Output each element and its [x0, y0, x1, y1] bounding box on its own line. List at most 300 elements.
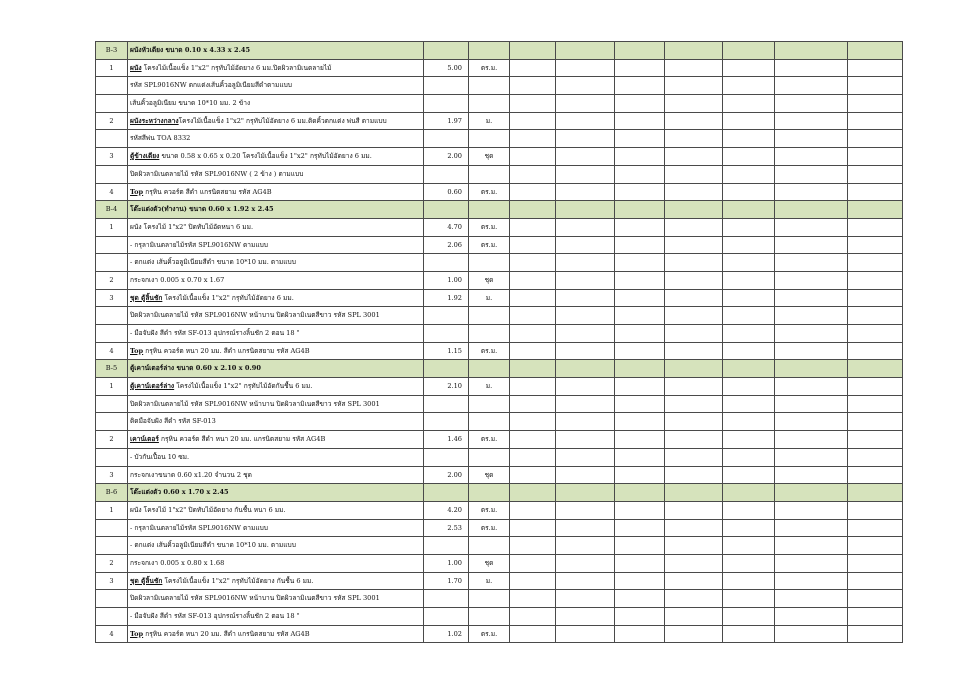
- item-quantity: 2.06: [424, 236, 469, 254]
- item-quantity: 1.70: [424, 572, 469, 590]
- empty-cell: [615, 112, 665, 130]
- empty-cell: [510, 590, 556, 608]
- empty-cell: [665, 271, 723, 289]
- empty-cell: [665, 608, 723, 626]
- item-quantity: 5.00: [424, 59, 469, 77]
- item-description: [128, 431, 424, 449]
- item-description-text: โครงไม้เนื้อแข็ง 1"x2" กรุทับไม้อัดกันชื้น 6 มม.: [174, 382, 313, 391]
- empty-cell: [775, 484, 848, 502]
- empty-cell: [848, 271, 903, 289]
- empty-cell: [556, 218, 615, 236]
- empty-cell: [775, 431, 848, 449]
- empty-cell: [615, 165, 665, 183]
- empty-cell: [510, 537, 556, 555]
- empty-cell: [556, 271, 615, 289]
- item-description: [128, 554, 424, 572]
- table-row: [96, 218, 903, 236]
- empty-cell: [510, 254, 556, 272]
- empty-cell: [665, 201, 723, 219]
- empty-cell: [723, 289, 775, 307]
- empty-cell: [424, 484, 469, 502]
- empty-cell: [848, 201, 903, 219]
- empty-cell: [510, 448, 556, 466]
- item-quantity: 1.97: [424, 112, 469, 130]
- item-number: [96, 413, 128, 431]
- item-description-text: กระจกเงาขนาด 0.60 x1.20 จำนวน 2 ชุด: [130, 470, 252, 479]
- empty-cell: [848, 431, 903, 449]
- empty-cell: [848, 590, 903, 608]
- item-unit: ตร.ม.: [469, 431, 510, 449]
- item-number: 2: [96, 271, 128, 289]
- empty-cell: [556, 572, 615, 590]
- item-description: [128, 183, 424, 201]
- empty-cell: [665, 130, 723, 148]
- empty-cell: [775, 42, 848, 60]
- empty-cell: [723, 148, 775, 166]
- table-row: [96, 554, 903, 572]
- empty-cell: [510, 201, 556, 219]
- item-unit: [469, 254, 510, 272]
- empty-cell: [556, 625, 615, 643]
- empty-cell: [556, 325, 615, 343]
- empty-cell: [723, 448, 775, 466]
- empty-cell: [615, 519, 665, 537]
- empty-cell: [615, 77, 665, 95]
- empty-cell: [556, 95, 615, 113]
- empty-cell: [665, 183, 723, 201]
- empty-cell: [848, 95, 903, 113]
- empty-cell: [556, 183, 615, 201]
- item-number: 4: [96, 183, 128, 201]
- empty-cell: [848, 236, 903, 254]
- item-keyword: ชุด ตู้ลิ้นชัก: [130, 293, 163, 302]
- empty-cell: [723, 395, 775, 413]
- empty-cell: [556, 519, 615, 537]
- item-number: [96, 519, 128, 537]
- empty-cell: [665, 625, 723, 643]
- empty-cell: [775, 77, 848, 95]
- empty-cell: [556, 501, 615, 519]
- item-description-text: ผนัง โครงไม้ 1"x2" ปิดทับไม้อัดหนา 6 มม.: [130, 222, 254, 231]
- item-keyword: Top: [130, 629, 144, 638]
- item-number: 2: [96, 431, 128, 449]
- empty-cell: [556, 360, 615, 378]
- item-unit: ชุด: [469, 271, 510, 289]
- empty-cell: [723, 608, 775, 626]
- item-description: [128, 165, 424, 183]
- empty-cell: [775, 608, 848, 626]
- item-description: [128, 325, 424, 343]
- empty-cell: [665, 236, 723, 254]
- empty-cell: [510, 236, 556, 254]
- empty-cell: [775, 95, 848, 113]
- empty-cell: [848, 360, 903, 378]
- item-description: [128, 77, 424, 95]
- item-description: [128, 501, 424, 519]
- empty-cell: [775, 590, 848, 608]
- empty-cell: [510, 112, 556, 130]
- item-description-text: - ตกแต่ง เส้นคิ้วอลูมิเนียมสีดำ ขนาด 10*10 มม. ตามแบบ: [130, 258, 296, 267]
- item-keyword: เคาน์เตอร์: [130, 435, 159, 444]
- item-description-text: - มือจับฝัง สีดำ รหัส SF-013 อุปกรณ์รางลิ้นชัก 2 ตอน 18 ": [130, 329, 300, 338]
- item-number: [96, 95, 128, 113]
- empty-cell: [469, 360, 510, 378]
- empty-cell: [615, 236, 665, 254]
- empty-cell: [775, 289, 848, 307]
- empty-cell: [556, 77, 615, 95]
- item-description-text: - มือจับฝัง สีดำ รหัส SF-013 อุปกรณ์รางลิ้นชัก 2 ตอน 18 ": [130, 612, 300, 621]
- item-number: 4: [96, 625, 128, 643]
- empty-cell: [556, 484, 615, 502]
- empty-cell: [556, 448, 615, 466]
- empty-cell: [615, 590, 665, 608]
- empty-cell: [775, 360, 848, 378]
- empty-cell: [775, 165, 848, 183]
- item-unit: [469, 77, 510, 95]
- table-row: [96, 342, 903, 360]
- item-quantity: [424, 95, 469, 113]
- item-quantity: 1.15: [424, 342, 469, 360]
- item-quantity: [424, 608, 469, 626]
- item-unit: ชุด: [469, 466, 510, 484]
- empty-cell: [723, 236, 775, 254]
- item-keyword: ผนังระหว่างกลาง: [130, 116, 179, 125]
- item-description-text: ปิดผิวลามิเนตลายไม้ รหัส SPL9016NW หน้าบาน ปิดผิวลามิเนตสีขาว รหัส SPL 3001: [130, 594, 380, 603]
- table-row: [96, 378, 903, 396]
- empty-cell: [510, 95, 556, 113]
- item-description: [128, 254, 424, 272]
- empty-cell: [510, 625, 556, 643]
- item-description: [128, 236, 424, 254]
- item-description: [128, 271, 424, 289]
- empty-cell: [469, 42, 510, 60]
- empty-cell: [556, 201, 615, 219]
- empty-cell: [775, 59, 848, 77]
- table-row: [96, 112, 903, 130]
- item-quantity: [424, 165, 469, 183]
- empty-cell: [723, 307, 775, 325]
- table-row: [96, 501, 903, 519]
- empty-cell: [615, 395, 665, 413]
- empty-cell: [510, 77, 556, 95]
- empty-cell: [424, 360, 469, 378]
- item-unit: ม.: [469, 572, 510, 590]
- empty-cell: [848, 307, 903, 325]
- empty-cell: [556, 59, 615, 77]
- empty-cell: [723, 519, 775, 537]
- empty-cell: [665, 59, 723, 77]
- item-keyword: ตู้เคาน์เตอร์ล่าง: [130, 382, 175, 391]
- item-unit: ตร.ม.: [469, 625, 510, 643]
- empty-cell: [775, 307, 848, 325]
- empty-cell: [556, 289, 615, 307]
- empty-cell: [775, 448, 848, 466]
- table-row: [96, 165, 903, 183]
- empty-cell: [665, 307, 723, 325]
- empty-cell: [556, 236, 615, 254]
- empty-cell: [556, 590, 615, 608]
- item-description: [128, 572, 424, 590]
- empty-cell: [665, 537, 723, 555]
- empty-cell: [615, 325, 665, 343]
- item-description: [128, 112, 424, 130]
- table-row: [96, 59, 903, 77]
- empty-cell: [665, 112, 723, 130]
- item-number: 4: [96, 342, 128, 360]
- item-number: [96, 254, 128, 272]
- item-description-text: - กรุลามิเนตลายไม้รหัส SPL9016NW ตามแบบ: [130, 240, 268, 249]
- empty-cell: [775, 466, 848, 484]
- empty-cell: [615, 130, 665, 148]
- empty-cell: [723, 271, 775, 289]
- item-quantity: 1.00: [424, 554, 469, 572]
- empty-cell: [775, 130, 848, 148]
- boq-table: [95, 41, 903, 643]
- empty-cell: [848, 42, 903, 60]
- item-description: [128, 466, 424, 484]
- empty-cell: [848, 342, 903, 360]
- empty-cell: [510, 325, 556, 343]
- item-description-text: ปิดผิวลามิเนตลายไม้ รหัส SPL9016NW หน้าบาน ปิดผิวลามิเนตสีขาว รหัส SPL 3001: [130, 311, 380, 320]
- empty-cell: [556, 608, 615, 626]
- item-description-text: ขนาด 0.58 x 0.65 x 0.20 โครงไม้เนื้อแข็ง 1"x2" กรุทับไม้อัดยาง 6 มม.: [159, 152, 372, 161]
- empty-cell: [510, 431, 556, 449]
- item-description: [128, 148, 424, 166]
- item-description: [128, 95, 424, 113]
- empty-cell: [775, 325, 848, 343]
- item-description-text: กรุหิน ควอร์ต หนา 20 มม. สีดำ แกรนิตสยาม รหัส AG4B: [143, 629, 310, 638]
- item-number: 1: [96, 501, 128, 519]
- empty-cell: [775, 378, 848, 396]
- item-quantity: 2.53: [424, 519, 469, 537]
- empty-cell: [848, 112, 903, 130]
- empty-cell: [665, 165, 723, 183]
- item-description: [128, 590, 424, 608]
- empty-cell: [510, 395, 556, 413]
- item-unit: ชุด: [469, 554, 510, 572]
- item-number: 3: [96, 148, 128, 166]
- empty-cell: [775, 413, 848, 431]
- empty-cell: [510, 289, 556, 307]
- table-row: [96, 254, 903, 272]
- item-description: [128, 289, 424, 307]
- empty-cell: [775, 183, 848, 201]
- empty-cell: [665, 501, 723, 519]
- empty-cell: [723, 254, 775, 272]
- item-quantity: 1.92: [424, 289, 469, 307]
- empty-cell: [848, 165, 903, 183]
- item-description: [128, 625, 424, 643]
- item-unit: [469, 608, 510, 626]
- empty-cell: [615, 625, 665, 643]
- table-row: [96, 466, 903, 484]
- empty-cell: [775, 271, 848, 289]
- empty-cell: [556, 112, 615, 130]
- empty-cell: [615, 289, 665, 307]
- empty-cell: [510, 519, 556, 537]
- empty-cell: [775, 554, 848, 572]
- empty-cell: [723, 130, 775, 148]
- empty-cell: [775, 112, 848, 130]
- empty-cell: [510, 554, 556, 572]
- empty-cell: [469, 201, 510, 219]
- empty-cell: [556, 378, 615, 396]
- item-number: [96, 395, 128, 413]
- table-row: [96, 307, 903, 325]
- empty-cell: [615, 378, 665, 396]
- item-description: [128, 59, 424, 77]
- table-row: [96, 77, 903, 95]
- item-quantity: 2.00: [424, 148, 469, 166]
- empty-cell: [848, 519, 903, 537]
- item-number: [96, 165, 128, 183]
- empty-cell: [848, 148, 903, 166]
- empty-cell: [723, 77, 775, 95]
- empty-cell: [510, 466, 556, 484]
- table-row: [96, 130, 903, 148]
- empty-cell: [665, 484, 723, 502]
- empty-cell: [848, 625, 903, 643]
- item-description-text: ปิดผิวลามิเนตลายไม้ รหัส SPL9016NW ( 2 ข้าง ) ตามแบบ: [130, 169, 304, 178]
- empty-cell: [665, 254, 723, 272]
- table-row: [96, 608, 903, 626]
- empty-cell: [665, 554, 723, 572]
- item-keyword: Top: [130, 346, 144, 355]
- empty-cell: [615, 271, 665, 289]
- empty-cell: [848, 572, 903, 590]
- empty-cell: [848, 325, 903, 343]
- empty-cell: [665, 519, 723, 537]
- item-description-text: รหัสสีพ่น TOA 8332: [130, 134, 191, 143]
- item-description-text: - กรุลามิเนตลายไม้รหัส SPL9016NW ตามแบบ: [130, 523, 268, 532]
- empty-cell: [510, 271, 556, 289]
- item-number: [96, 448, 128, 466]
- item-quantity: 1.00: [424, 271, 469, 289]
- table-row: [96, 183, 903, 201]
- empty-cell: [665, 413, 723, 431]
- item-quantity: 4.20: [424, 501, 469, 519]
- empty-cell: [848, 413, 903, 431]
- item-number: [96, 130, 128, 148]
- empty-cell: [510, 183, 556, 201]
- item-keyword: ตู้ข้างเตียง: [130, 152, 160, 161]
- empty-cell: [665, 342, 723, 360]
- table-row: [96, 271, 903, 289]
- item-number: [96, 77, 128, 95]
- table-row: [96, 413, 903, 431]
- empty-cell: [775, 537, 848, 555]
- item-number: 1: [96, 378, 128, 396]
- item-quantity: [424, 77, 469, 95]
- empty-cell: [848, 395, 903, 413]
- empty-cell: [556, 413, 615, 431]
- item-unit: ม.: [469, 378, 510, 396]
- empty-cell: [775, 395, 848, 413]
- empty-cell: [775, 236, 848, 254]
- item-keyword: ผนัง: [130, 63, 142, 72]
- empty-cell: [665, 378, 723, 396]
- empty-cell: [510, 413, 556, 431]
- empty-cell: [665, 590, 723, 608]
- empty-cell: [510, 218, 556, 236]
- section-title: โต๊ะแต่งตัว 0.60 x 1.70 x 2.45: [128, 484, 424, 502]
- empty-cell: [665, 448, 723, 466]
- empty-cell: [615, 572, 665, 590]
- empty-cell: [723, 59, 775, 77]
- section-title: ตู้เคาน์เตอร์ล่าง ขนาด 0.60 x 2.10 x 0.90: [128, 360, 424, 378]
- empty-cell: [556, 307, 615, 325]
- empty-cell: [615, 307, 665, 325]
- empty-cell: [510, 572, 556, 590]
- item-quantity: [424, 448, 469, 466]
- empty-cell: [723, 325, 775, 343]
- item-description: [128, 307, 424, 325]
- item-keyword: Top: [130, 187, 144, 196]
- empty-cell: [556, 42, 615, 60]
- empty-cell: [556, 254, 615, 272]
- empty-cell: [556, 342, 615, 360]
- empty-cell: [723, 484, 775, 502]
- empty-cell: [615, 554, 665, 572]
- empty-cell: [615, 466, 665, 484]
- empty-cell: [775, 501, 848, 519]
- item-quantity: 1.02: [424, 625, 469, 643]
- item-number: [96, 325, 128, 343]
- item-description-text: กระจกเงา 0.005 x 0.80 x 1.68: [130, 558, 225, 567]
- empty-cell: [723, 183, 775, 201]
- empty-cell: [723, 112, 775, 130]
- empty-cell: [510, 59, 556, 77]
- empty-cell: [723, 201, 775, 219]
- empty-cell: [615, 95, 665, 113]
- item-description: [128, 537, 424, 555]
- item-unit: ตร.ม.: [469, 236, 510, 254]
- table-row: [96, 148, 903, 166]
- empty-cell: [665, 289, 723, 307]
- empty-cell: [723, 431, 775, 449]
- item-description: [128, 448, 424, 466]
- empty-cell: [723, 590, 775, 608]
- empty-cell: [510, 360, 556, 378]
- section-code: B-4: [96, 201, 128, 219]
- empty-cell: [723, 218, 775, 236]
- item-unit: [469, 413, 510, 431]
- empty-cell: [510, 484, 556, 502]
- empty-cell: [665, 77, 723, 95]
- item-number: 2: [96, 112, 128, 130]
- item-description-text: - บัวกันเปื้อน 10 ซม.: [130, 452, 190, 461]
- empty-cell: [723, 42, 775, 60]
- item-number: [96, 236, 128, 254]
- empty-cell: [848, 484, 903, 502]
- empty-cell: [723, 378, 775, 396]
- item-description: [128, 519, 424, 537]
- item-number: [96, 537, 128, 555]
- empty-cell: [510, 165, 556, 183]
- item-unit: ตร.ม.: [469, 342, 510, 360]
- empty-cell: [848, 218, 903, 236]
- item-number: [96, 608, 128, 626]
- empty-cell: [665, 395, 723, 413]
- item-number: 3: [96, 572, 128, 590]
- empty-cell: [723, 413, 775, 431]
- item-unit: [469, 130, 510, 148]
- item-description: [128, 218, 424, 236]
- section-row: [96, 484, 903, 502]
- empty-cell: [615, 537, 665, 555]
- item-quantity: 1.46: [424, 431, 469, 449]
- table-row: [96, 590, 903, 608]
